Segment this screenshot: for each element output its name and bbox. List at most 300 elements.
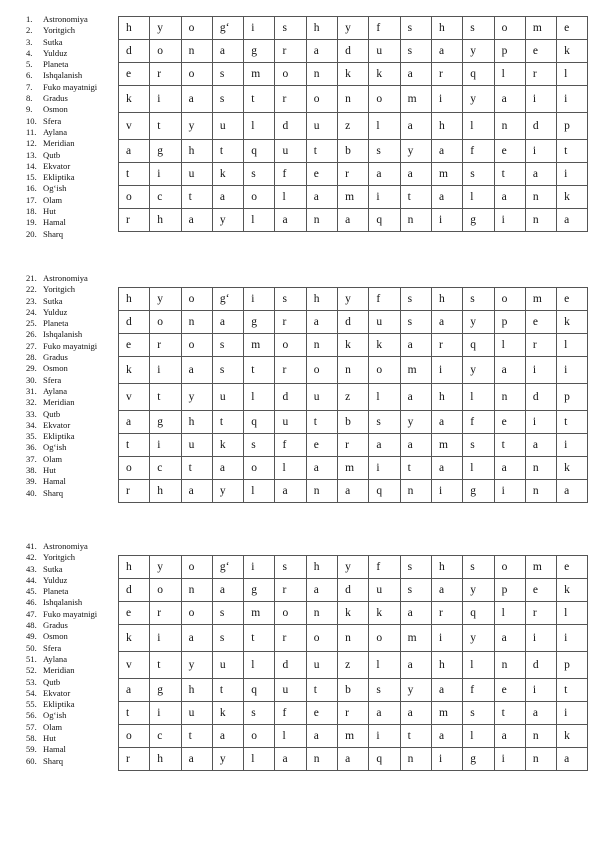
grid-cell: o	[369, 625, 400, 652]
grid-cell: c	[150, 457, 181, 480]
grid-cell: q	[463, 63, 494, 86]
grid-cell: s	[400, 556, 431, 579]
word-text: Aylana	[43, 385, 68, 396]
grid-cell: o	[181, 602, 212, 625]
grid-cell: a	[212, 579, 243, 602]
grid-cell: l	[463, 725, 494, 748]
word-number: 23.	[26, 295, 37, 306]
word-list-item	[26, 138, 118, 149]
grid-cell: a	[525, 702, 556, 725]
grid-cell: r	[338, 434, 369, 457]
grid-cell: r	[275, 579, 306, 602]
word-text: Gradus	[43, 620, 68, 631]
grid-cell: o	[306, 86, 337, 113]
word-number: 34.	[26, 419, 37, 430]
grid-cell: s	[275, 556, 306, 579]
grid-cell: y	[212, 748, 243, 771]
word-list-item	[26, 744, 118, 755]
grid-cell: y	[181, 113, 212, 140]
grid-cell: b	[338, 679, 369, 702]
grid-cell: q	[369, 209, 400, 232]
grid-cell: f	[369, 17, 400, 40]
grid-cell: g‘	[212, 17, 243, 40]
grid-cell: l	[275, 186, 306, 209]
word-number: 44.	[26, 574, 37, 585]
grid-cell: y	[212, 480, 243, 503]
grid-cell: m	[244, 602, 275, 625]
grid-cell: u	[181, 163, 212, 186]
grid-cell: a	[431, 311, 462, 334]
word-text: Yoritgich	[43, 552, 76, 563]
word-list-item	[26, 420, 118, 431]
grid-cell: k	[338, 63, 369, 86]
grid-cell: q	[244, 140, 275, 163]
word-list-item	[26, 172, 118, 183]
word-text: Yoritgich	[43, 25, 76, 36]
grid-cell: a	[400, 334, 431, 357]
grid-cell: p	[494, 311, 525, 334]
grid-cell: l	[557, 334, 588, 357]
word-list-item	[26, 564, 118, 575]
grid-cell: g	[244, 311, 275, 334]
grid-cell: q	[244, 679, 275, 702]
grid-cell: i	[150, 86, 181, 113]
grid-cell: n	[525, 209, 556, 232]
grid-cell: o	[181, 288, 212, 311]
grid-cell: d	[525, 113, 556, 140]
grid-cell: h	[119, 17, 150, 40]
grid-cell: h	[431, 113, 462, 140]
grid-cell: n	[494, 384, 525, 411]
grid-cell: a	[181, 209, 212, 232]
word-number: 9.	[26, 104, 33, 115]
grid-cell: n	[338, 625, 369, 652]
grid-cell: n	[181, 311, 212, 334]
grid-cell: n	[525, 186, 556, 209]
word-list-item	[26, 206, 118, 217]
grid-cell: g‘	[212, 556, 243, 579]
grid-cell: i	[431, 625, 462, 652]
word-list-item	[26, 127, 118, 138]
word-list-item	[26, 116, 118, 127]
word-list-item	[26, 586, 118, 597]
word-text: Sutka	[43, 36, 63, 47]
grid-cell: r	[338, 702, 369, 725]
grid-cell: o	[306, 625, 337, 652]
grid-cell: a	[525, 163, 556, 186]
grid-cell: u	[306, 384, 337, 411]
word-number: 16.	[26, 183, 37, 194]
word-list-item	[26, 93, 118, 104]
grid-cell: f	[275, 163, 306, 186]
word-text: Sutka	[43, 563, 63, 574]
grid-cell: u	[306, 652, 337, 679]
word-text: Hamal	[43, 217, 66, 228]
grid-cell: a	[494, 86, 525, 113]
word-number: 28.	[26, 352, 37, 363]
word-list-item	[26, 454, 118, 465]
grid-cell: o	[306, 357, 337, 384]
grid-cell: h	[181, 679, 212, 702]
grid-cell: m	[431, 163, 462, 186]
grid-cell: n	[306, 334, 337, 357]
grid-cell: l	[463, 384, 494, 411]
grid-cell: o	[181, 334, 212, 357]
grid-cell: a	[400, 113, 431, 140]
grid-row	[119, 411, 588, 434]
grid-cell: t	[494, 702, 525, 725]
grid-cell: o	[244, 186, 275, 209]
grid-cell: n	[525, 480, 556, 503]
grid-cell: o	[244, 725, 275, 748]
grid-cell: p	[557, 384, 588, 411]
word-number: 49.	[26, 631, 37, 642]
grid-row	[119, 702, 588, 725]
word-text: Olam	[43, 721, 63, 732]
word-list-item	[26, 465, 118, 476]
word-text: Qutb	[43, 408, 61, 419]
grid-cell: t	[557, 411, 588, 434]
grid-cell: t	[181, 186, 212, 209]
grid-cell: t	[400, 186, 431, 209]
word-text: Sharq	[43, 755, 64, 766]
grid-cell: o	[275, 63, 306, 86]
grid-cell: s	[212, 625, 243, 652]
word-list-item	[26, 352, 118, 363]
grid-cell: k	[212, 434, 243, 457]
grid-cell: m	[525, 288, 556, 311]
grid-cell: o	[494, 556, 525, 579]
grid-cell: r	[119, 480, 150, 503]
grid-cell: d	[338, 40, 369, 63]
word-number: 54.	[26, 687, 37, 698]
word-list-item	[26, 183, 118, 194]
grid-cell: i	[525, 86, 556, 113]
word-list-item	[26, 710, 118, 721]
grid-cell: a	[557, 480, 588, 503]
grid-cell: t	[119, 702, 150, 725]
grid-cell: i	[431, 357, 462, 384]
grid-cell: r	[431, 602, 462, 625]
word-number: 53.	[26, 676, 37, 687]
grid-cell: k	[557, 40, 588, 63]
grid-cell: e	[525, 311, 556, 334]
grid-cell: a	[400, 652, 431, 679]
grid-cell: n	[525, 457, 556, 480]
grid-cell: k	[557, 311, 588, 334]
grid-cell: h	[431, 288, 462, 311]
grid-cell: i	[494, 748, 525, 771]
grid-cell: n	[306, 209, 337, 232]
grid-cell: u	[181, 702, 212, 725]
grid-cell: i	[150, 434, 181, 457]
grid-cell: g	[244, 579, 275, 602]
word-number: 6.	[26, 70, 33, 81]
grid-cell: e	[119, 334, 150, 357]
grid-row	[119, 384, 588, 411]
grid-cell: l	[494, 602, 525, 625]
grid-row	[119, 357, 588, 384]
grid-cell: y	[463, 625, 494, 652]
grid-cell: d	[119, 579, 150, 602]
word-text: Meridian	[43, 665, 75, 676]
grid-cell: a	[275, 748, 306, 771]
grid-cell: a	[431, 411, 462, 434]
grid-cell: h	[119, 556, 150, 579]
grid-cell: k	[369, 63, 400, 86]
grid-cell: u	[181, 434, 212, 457]
word-text: Yoritgich	[43, 284, 76, 295]
word-list-item	[26, 677, 118, 688]
grid-cell: y	[463, 357, 494, 384]
grid-cell: u	[275, 411, 306, 434]
grid-cell: l	[244, 652, 275, 679]
word-list-item	[26, 284, 118, 295]
word-number: 50.	[26, 642, 37, 653]
word-list-item	[26, 59, 118, 70]
grid-cell: y	[400, 140, 431, 163]
grid-cell: s	[212, 63, 243, 86]
word-number: 1.	[26, 14, 33, 24]
word-list-item	[26, 397, 118, 408]
grid-cell: m	[525, 17, 556, 40]
grid-cell: a	[306, 40, 337, 63]
grid-cell: a	[212, 311, 243, 334]
word-text: Sutka	[43, 295, 63, 306]
grid-cell: i	[557, 163, 588, 186]
word-text: Aylana	[43, 653, 68, 664]
letter-grid	[118, 287, 588, 503]
grid-cell: n	[306, 748, 337, 771]
word-number: 20.	[26, 228, 37, 239]
grid-cell: a	[369, 434, 400, 457]
grid-cell: a	[494, 457, 525, 480]
grid-cell: o	[119, 457, 150, 480]
word-list-item	[26, 341, 118, 352]
grid-row	[119, 140, 588, 163]
word-list-item	[26, 597, 118, 608]
grid-cell: t	[306, 411, 337, 434]
word-list	[26, 273, 118, 499]
word-text: Planeta	[43, 318, 69, 329]
word-list-item	[26, 329, 118, 340]
word-list-item	[26, 70, 118, 81]
grid-cell: a	[212, 186, 243, 209]
grid-cell: h	[150, 209, 181, 232]
grid-cell: g	[150, 140, 181, 163]
grid-cell: t	[557, 140, 588, 163]
grid-cell: y	[463, 86, 494, 113]
grid-cell: r	[275, 311, 306, 334]
word-text: Sharq	[43, 228, 64, 239]
grid-cell: y	[181, 652, 212, 679]
grid-cell: b	[338, 411, 369, 434]
grid-cell: a	[431, 725, 462, 748]
word-text: Hamal	[43, 476, 66, 487]
grid-cell: t	[244, 625, 275, 652]
word-text: Astronomiya	[43, 541, 88, 551]
grid-cell: i	[244, 17, 275, 40]
word-text: Planeta	[43, 586, 69, 597]
grid-cell: a	[181, 86, 212, 113]
grid-cell: r	[275, 40, 306, 63]
word-number: 41.	[26, 541, 37, 551]
grid-cell: i	[525, 625, 556, 652]
grid-cell: r	[275, 357, 306, 384]
grid-cell: i	[525, 140, 556, 163]
grid-cell: a	[494, 625, 525, 652]
grid-row	[119, 63, 588, 86]
word-number: 15.	[26, 172, 37, 183]
word-list-item	[26, 431, 118, 442]
grid-cell: a	[181, 625, 212, 652]
grid-cell: r	[150, 334, 181, 357]
grid-cell: a	[181, 480, 212, 503]
grid-cell: t	[119, 163, 150, 186]
grid-cell: l	[463, 457, 494, 480]
grid-cell: t	[494, 434, 525, 457]
grid-cell: y	[400, 411, 431, 434]
grid-cell: h	[431, 652, 462, 679]
grid-cell: h	[119, 288, 150, 311]
grid-cell: c	[150, 186, 181, 209]
grid-cell: i	[557, 86, 588, 113]
word-text: Ishqalanish	[43, 329, 83, 340]
grid-cell: f	[463, 411, 494, 434]
word-number: 13.	[26, 149, 37, 160]
grid-cell: k	[369, 602, 400, 625]
grid-cell: i	[494, 480, 525, 503]
grid-cell: n	[181, 579, 212, 602]
grid-cell: s	[212, 86, 243, 113]
grid-row	[119, 652, 588, 679]
word-number: 46.	[26, 597, 37, 608]
grid-cell: e	[119, 63, 150, 86]
word-list-item	[26, 665, 118, 676]
grid-cell: y	[150, 556, 181, 579]
grid-cell: d	[525, 384, 556, 411]
word-number: 58.	[26, 733, 37, 744]
grid-cell: s	[463, 702, 494, 725]
grid-cell: s	[244, 163, 275, 186]
grid-cell: n	[181, 40, 212, 63]
grid-row	[119, 86, 588, 113]
word-list-item	[26, 643, 118, 654]
grid-cell: z	[338, 652, 369, 679]
grid-cell: g	[463, 480, 494, 503]
word-text: Hut	[43, 733, 56, 744]
grid-cell: a	[431, 40, 462, 63]
word-text: Osmon	[43, 631, 68, 642]
grid-cell: i	[150, 357, 181, 384]
grid-cell: s	[369, 140, 400, 163]
word-list-item	[26, 363, 118, 374]
grid-cell: r	[525, 63, 556, 86]
word-text: Og‘ish	[43, 183, 67, 194]
grid-cell: i	[150, 163, 181, 186]
grid-cell: s	[212, 357, 243, 384]
grid-cell: v	[119, 384, 150, 411]
grid-cell: a	[306, 457, 337, 480]
grid-cell: n	[400, 748, 431, 771]
word-list-item	[26, 488, 118, 499]
grid-cell: m	[244, 334, 275, 357]
grid-cell: t	[557, 679, 588, 702]
word-list-item	[26, 476, 118, 487]
grid-cell: h	[306, 556, 337, 579]
grid-cell: a	[431, 579, 462, 602]
word-number: 7.	[26, 81, 33, 92]
grid-cell: m	[431, 702, 462, 725]
grid-cell: k	[212, 702, 243, 725]
grid-cell: a	[494, 725, 525, 748]
word-text: Ishqalanish	[43, 597, 83, 608]
grid-cell: h	[431, 384, 462, 411]
word-list-item	[26, 48, 118, 59]
grid-cell: i	[525, 679, 556, 702]
grid-cell: a	[338, 480, 369, 503]
grid-cell: a	[494, 357, 525, 384]
grid-cell: l	[369, 113, 400, 140]
grid-cell: k	[119, 357, 150, 384]
grid-cell: o	[275, 334, 306, 357]
word-list-item	[26, 699, 118, 710]
word-number: 35.	[26, 431, 37, 442]
grid-cell: l	[369, 384, 400, 411]
grid-cell: m	[400, 625, 431, 652]
grid-cell: l	[494, 63, 525, 86]
grid-cell: i	[557, 434, 588, 457]
grid-cell: s	[400, 579, 431, 602]
grid-cell: o	[119, 725, 150, 748]
word-list-item	[26, 150, 118, 161]
grid-cell: i	[557, 357, 588, 384]
grid-cell: s	[244, 702, 275, 725]
grid-cell: o	[181, 63, 212, 86]
grid-cell: s	[463, 434, 494, 457]
grid-cell: u	[275, 140, 306, 163]
grid-cell: a	[306, 311, 337, 334]
grid-cell: r	[431, 63, 462, 86]
word-number: 12.	[26, 138, 37, 149]
word-text: Ekliptika	[43, 431, 75, 442]
grid-cell: n	[400, 480, 431, 503]
word-number: 60.	[26, 755, 37, 766]
grid-cell: e	[525, 579, 556, 602]
grid-cell: a	[431, 140, 462, 163]
grid-cell: g	[150, 411, 181, 434]
word-text: Yulduz	[43, 47, 68, 58]
word-list-item	[26, 733, 118, 744]
grid-cell: i	[525, 357, 556, 384]
grid-row	[119, 311, 588, 334]
grid-cell: t	[119, 434, 150, 457]
grid-cell: d	[525, 652, 556, 679]
word-text: Astronomiya	[43, 273, 88, 283]
grid-cell: k	[557, 457, 588, 480]
grid-cell: y	[150, 17, 181, 40]
grid-cell: e	[494, 411, 525, 434]
word-number: 27.	[26, 340, 37, 351]
word-list-item	[26, 318, 118, 329]
grid-cell: a	[431, 679, 462, 702]
word-number: 39.	[26, 476, 37, 487]
grid-cell: q	[244, 411, 275, 434]
word-text: Olam	[43, 453, 63, 464]
grid-cell: s	[212, 334, 243, 357]
word-list-item	[26, 620, 118, 631]
grid-cell: p	[494, 579, 525, 602]
